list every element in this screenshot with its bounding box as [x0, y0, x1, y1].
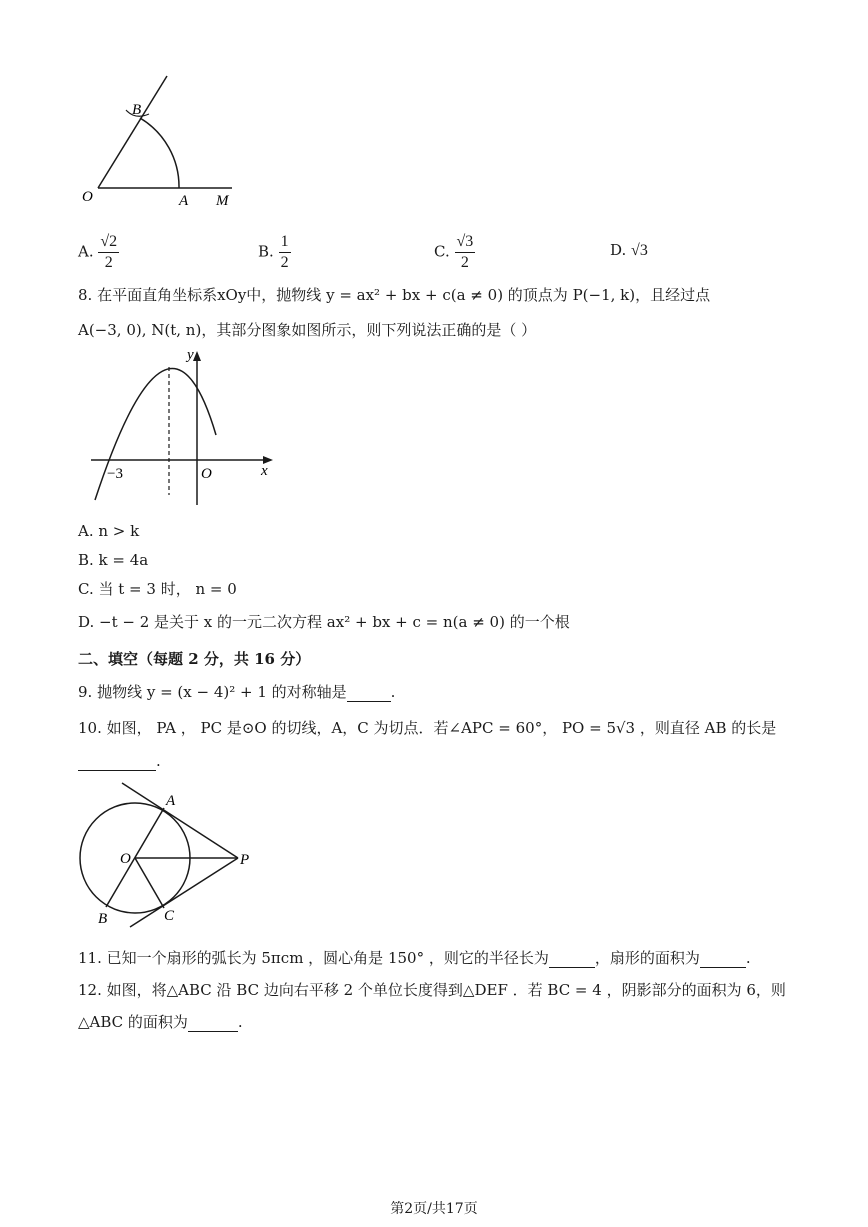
label-o: O: [120, 851, 131, 867]
q7-option-d: D. √3: [610, 241, 648, 259]
q8-stem-line2: A(−3, 0), N(t, n)，其部分图象如图所示，则下列说法正确的是（ ）: [78, 321, 537, 339]
q8-stem-line1: 8. 在平面直角坐标系xOy中，抛物线 y = ax² + bx + c(a ≠ 0) 的顶点为 P(−1, k)，且经过点: [78, 286, 711, 304]
q9-blank: [347, 701, 391, 702]
q10-blank: [78, 770, 156, 771]
q12-blank: [188, 1031, 238, 1032]
label-p: P: [240, 852, 250, 868]
q8-option-c: C. 当 t = 3 时， n = 0: [78, 580, 237, 598]
tangent-pc: [130, 858, 238, 927]
q8-option-b: B. k = 4a: [78, 551, 149, 569]
circle-tangent-figure: [70, 775, 270, 935]
label-b: B: [98, 911, 108, 927]
q7-option-c: C. $\frac{√3}{2}$: [434, 233, 474, 271]
label-x: x: [261, 463, 268, 479]
segment-oc: [135, 858, 164, 908]
q9: 9. 抛物线 y = (x − 4)² + 1 的对称轴是 .: [78, 683, 396, 701]
label-m: M: [216, 193, 229, 209]
label-neg3: −3: [107, 466, 123, 482]
label-y: y: [187, 347, 194, 363]
q12-stem-line1: 12. 如图，将△ABC 沿 BC 边向右平移 2 个单位长度得到△DEF ．若 BC = 4 ，阴影部分的面积为 6，则: [78, 981, 786, 999]
label-c: C: [164, 908, 175, 924]
label-o: O: [82, 189, 93, 205]
tangent-pa: [122, 783, 238, 858]
q7-option-b: B. $\frac{1}{2}$: [258, 233, 289, 271]
q11-blank-2: [700, 967, 746, 968]
q7-option-a: A. $\frac{√2}{2}$: [78, 233, 118, 271]
q11: 11. 已知一个扇形的弧长为 5πcm ，圆心角是 150° ，则它的半径长为 ，扇形的面积为 .: [78, 949, 751, 967]
q8-option-d: D. −t − 2 是关于 x 的一元二次方程 ax² + bx + c = n(a ≠ 0) 的一个根: [78, 613, 570, 631]
q10-answer-line: .: [78, 751, 161, 771]
y-axis-arrow: [193, 351, 201, 361]
page-footer: 第2页/共17页: [390, 1201, 478, 1217]
q11-blank-1: [549, 967, 595, 968]
angle-arc-figure: [70, 70, 260, 215]
q8-option-a: A. n > k: [78, 522, 140, 540]
arc-ab: [140, 118, 179, 188]
label-a: A: [179, 193, 189, 209]
label-a: A: [166, 793, 176, 809]
section-heading: 二、填空（每题 2 分，共 16 分）: [78, 650, 311, 668]
q12-stem-line2: △ABC 的面积为 .: [78, 1013, 243, 1031]
q10-stem: 10. 如图， PA ， PC 是⊙O 的切线，A，C 为切点．若∠APC = 60°， PO = 5√3 ，则直径 AB 的长是: [78, 719, 777, 737]
label-origin: O: [201, 466, 212, 482]
parabola-figure: [85, 345, 285, 510]
label-b: B: [132, 102, 142, 118]
